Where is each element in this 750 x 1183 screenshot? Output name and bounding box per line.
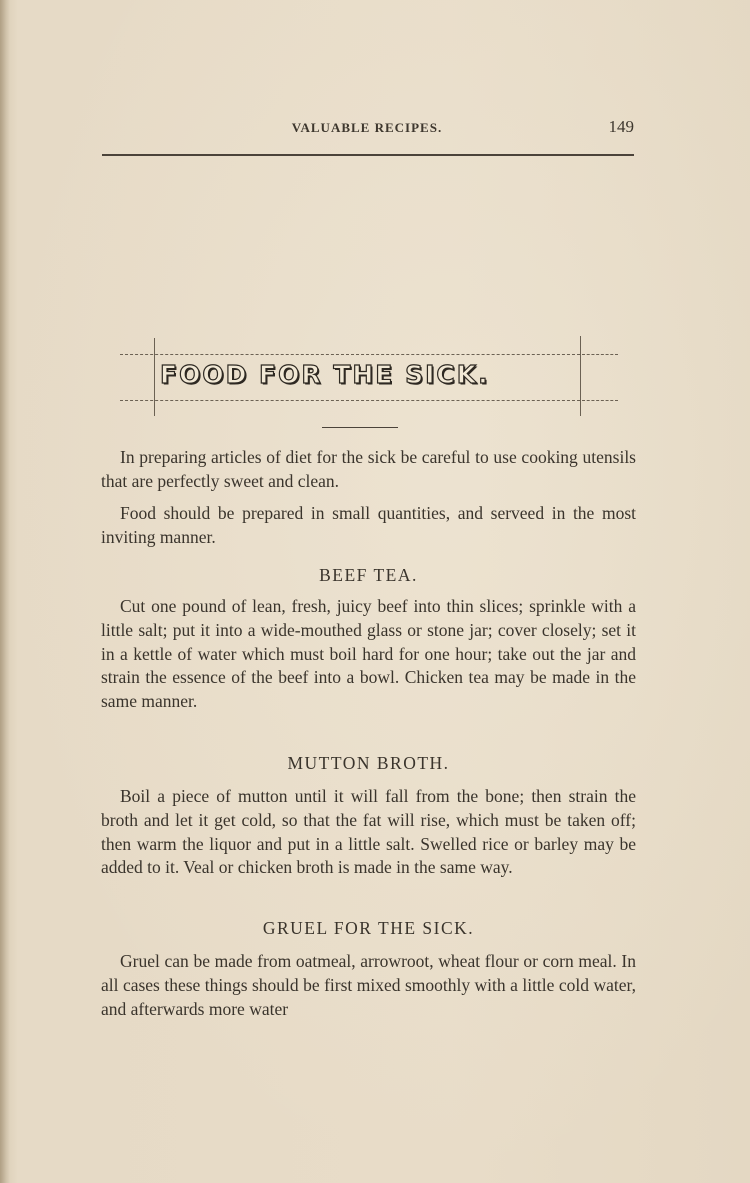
frame-left-bar	[154, 338, 155, 416]
section-title: FOOD FOR THE SICK.	[160, 360, 490, 389]
title-underline	[322, 427, 398, 428]
recipe-body-gruel: Gruel can be made from oatmeal, arrowroot, wheat flour or corn meal. In all cases these things should be first mixed smoothly with a little cold water, and afterwards more water	[101, 951, 636, 1019]
header-rule	[102, 154, 634, 156]
intro-paragraph-1: In preparing articles of diet for the sick be careful to use cooking utensils that are perfectly sweet and clean.	[101, 447, 636, 491]
spine-shadow	[0, 0, 10, 1183]
section-title-frame	[120, 336, 618, 418]
frame-right-bar	[580, 336, 581, 416]
page-number: 149	[608, 117, 634, 136]
frame-bottom-line-right	[582, 400, 618, 401]
recipe-body-mutton-broth: Boil a piece of mutton until it will fall from the bone; then strain the broth and let it get cold, so that the fat will rise, which must be taken off; then warm the liquor and put in a little salt. Swelled rice or barley may be added to it. Veal or chicken broth is made in the same way.	[101, 786, 636, 878]
frame-bottom-line	[120, 400, 580, 401]
frame-top-line	[120, 354, 580, 355]
running-title: VALUABLE RECIPES.	[291, 120, 443, 135]
recipe-heading-beef-tea: BEEF TEA.	[319, 565, 418, 585]
recipe-heading-mutton-broth: MUTTON BROTH.	[287, 753, 450, 773]
intro-paragraph-2: Food should be prepared in small quantities, and serveed in the most inviting manner.	[101, 503, 636, 547]
recipe-body-beef-tea: Cut one pound of lean, fresh, juicy beef into thin slices; sprinkle with a little salt; put it into a wide-mouthed glass or stone jar; cover closely; set it in a kettle of water which must boil hard for one hour; take out the jar and strain the essence of the beef into a bowl. Chicken tea may be made in the same manner.	[101, 596, 636, 712]
recipe-heading-gruel: GRUEL FOR THE SICK.	[262, 918, 475, 938]
running-head	[100, 115, 634, 145]
frame-top-line-right	[582, 354, 618, 355]
